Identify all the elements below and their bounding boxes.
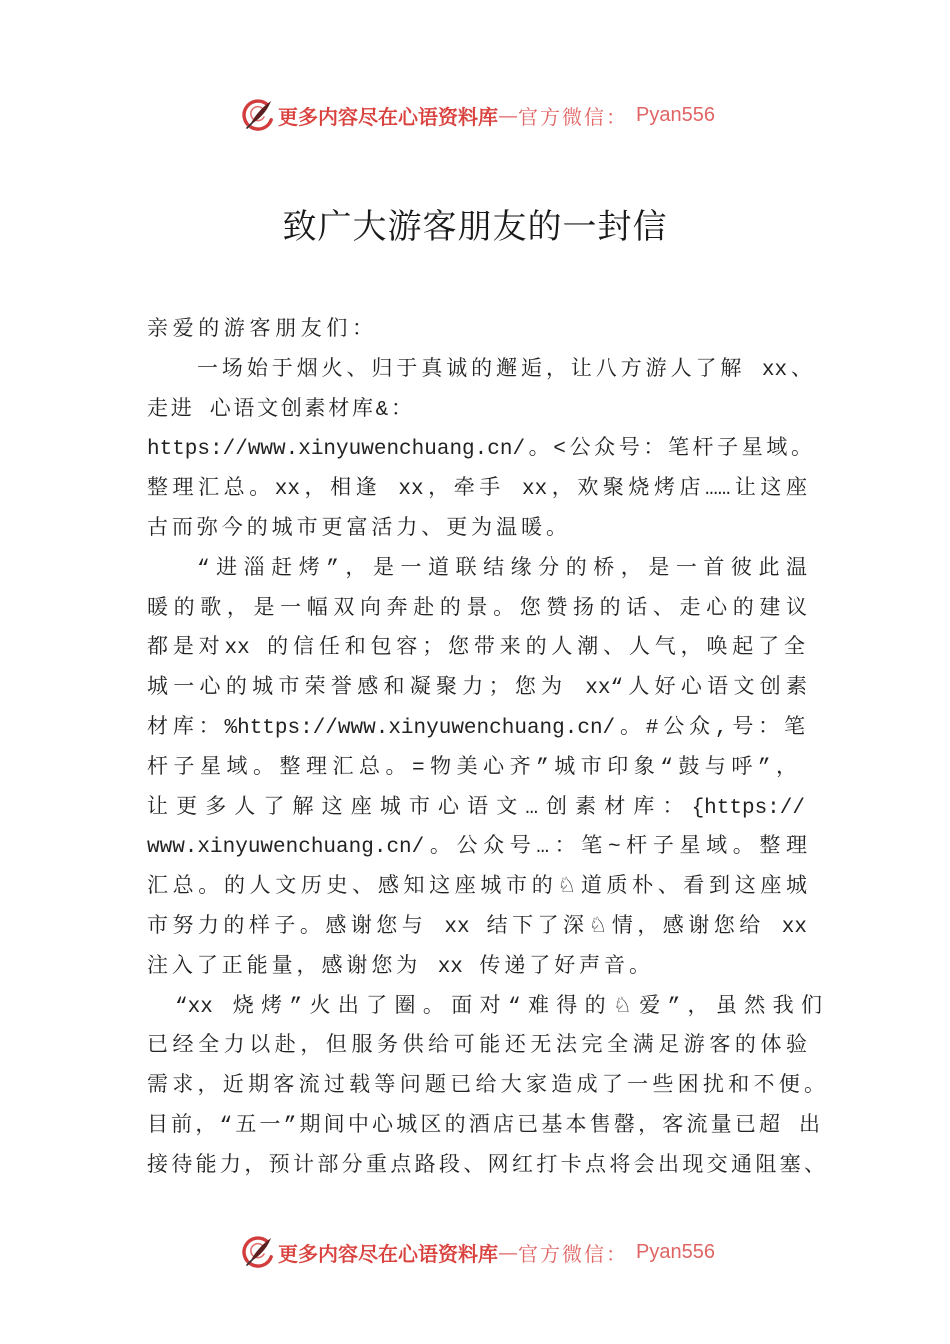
text-line: 一场始于烟火、归于真诚的邂逅，让八方游人了解 xx、 bbox=[197, 358, 812, 382]
header-watermark bbox=[240, 96, 715, 134]
text-line: 走进 心语文创素材库&： bbox=[147, 398, 412, 422]
text-line: https://www.xinyuwenchuang.cn/。<公众号：笔杆子星域。 bbox=[147, 438, 812, 462]
paragraph bbox=[147, 550, 825, 988]
text-line: 材库：%https://www.xinyuwenchuang.cn/。#公众,号：笔 bbox=[147, 716, 805, 740]
watermark-brand: 更多内容尽在心语资料库 bbox=[278, 104, 498, 129]
text-line: 市努力的样子。感谢您与 xx 结下了深♘情，感谢您给 xx bbox=[147, 915, 807, 939]
watermark-wechat-id: Pyan556 bbox=[636, 103, 715, 126]
letter-body bbox=[147, 311, 825, 1187]
paragraph bbox=[147, 351, 825, 550]
watermark-dash: — bbox=[498, 103, 518, 127]
watermark-brand: 更多内容尽在心语资料库 bbox=[278, 1241, 498, 1266]
text-line: 汇总。的人文历史、感知这座城市的♘道质朴、看到这座城 bbox=[147, 876, 807, 900]
watermark-wechat-id: Pyan556 bbox=[636, 1240, 715, 1263]
watermark-wechat-label: 官方微信： bbox=[518, 1241, 628, 1266]
text-line: 需求，近期客流过载等问题已给大家造成了一些困扰和不便。 bbox=[147, 1075, 825, 1099]
paragraph bbox=[147, 988, 825, 1187]
quill-pen-logo-icon bbox=[240, 1234, 276, 1270]
document-title: 致广大游客朋友的一封信 bbox=[282, 207, 668, 247]
text-line: 整理汇总。xx，相逢 xx，牵手 xx，欢聚烧烤店……让这座 bbox=[147, 478, 807, 502]
salutation: 亲爱的游客朋友们： bbox=[147, 319, 373, 342]
footer-watermark bbox=[240, 1233, 715, 1271]
text-line: 古而弥今的城市更富活力、更为温暖。 bbox=[147, 517, 567, 541]
text-line: 让更多人了解这座城市心语文…创素材库：{https:// bbox=[147, 796, 805, 820]
text-line: 杆子星域。整理汇总。=物美心齐”城市印象“鼓与呼”， bbox=[147, 756, 797, 780]
text-line: “xx 烧烤”火出了圈。面对“难得的♘爱”，虽然我们 bbox=[175, 995, 822, 1019]
text-line: 都是对xx 的信任和包容；您带来的人潮、人气，唤起了全 bbox=[147, 637, 805, 661]
text-line: 已经全力以赴，但服务供给可能还无法完全满足游客的体验 bbox=[147, 1035, 807, 1059]
text-line: “进淄赶烤”，是一道联结缘分的桥，是一首彼此温 bbox=[197, 557, 807, 581]
text-line: 城一心的城市荣誉感和凝聚力；您为 xx“人好心语文创素 bbox=[147, 677, 807, 701]
quill-pen-logo-icon bbox=[240, 97, 276, 133]
text-line: 接待能力，预计部分重点路段、网红打卡点将会出现交通阻塞、 bbox=[147, 1154, 825, 1178]
text-line: 暖的歌，是一幅双向奔赴的景。您赞扬的话、走心的建议 bbox=[147, 597, 807, 621]
text-line: www.xinyuwenchuang.cn/。公众号…：笔~杆子星域。整理 bbox=[147, 836, 807, 860]
watermark-dash: — bbox=[498, 1240, 518, 1264]
watermark-wechat-label: 官方微信： bbox=[518, 104, 628, 129]
text-line: 注入了正能量，感谢您为 xx 传递了好声音。 bbox=[147, 955, 650, 979]
text-line: 目前，“五一”期间中心城区的酒店已基本售罄，客流量已超 出 bbox=[147, 1114, 820, 1138]
